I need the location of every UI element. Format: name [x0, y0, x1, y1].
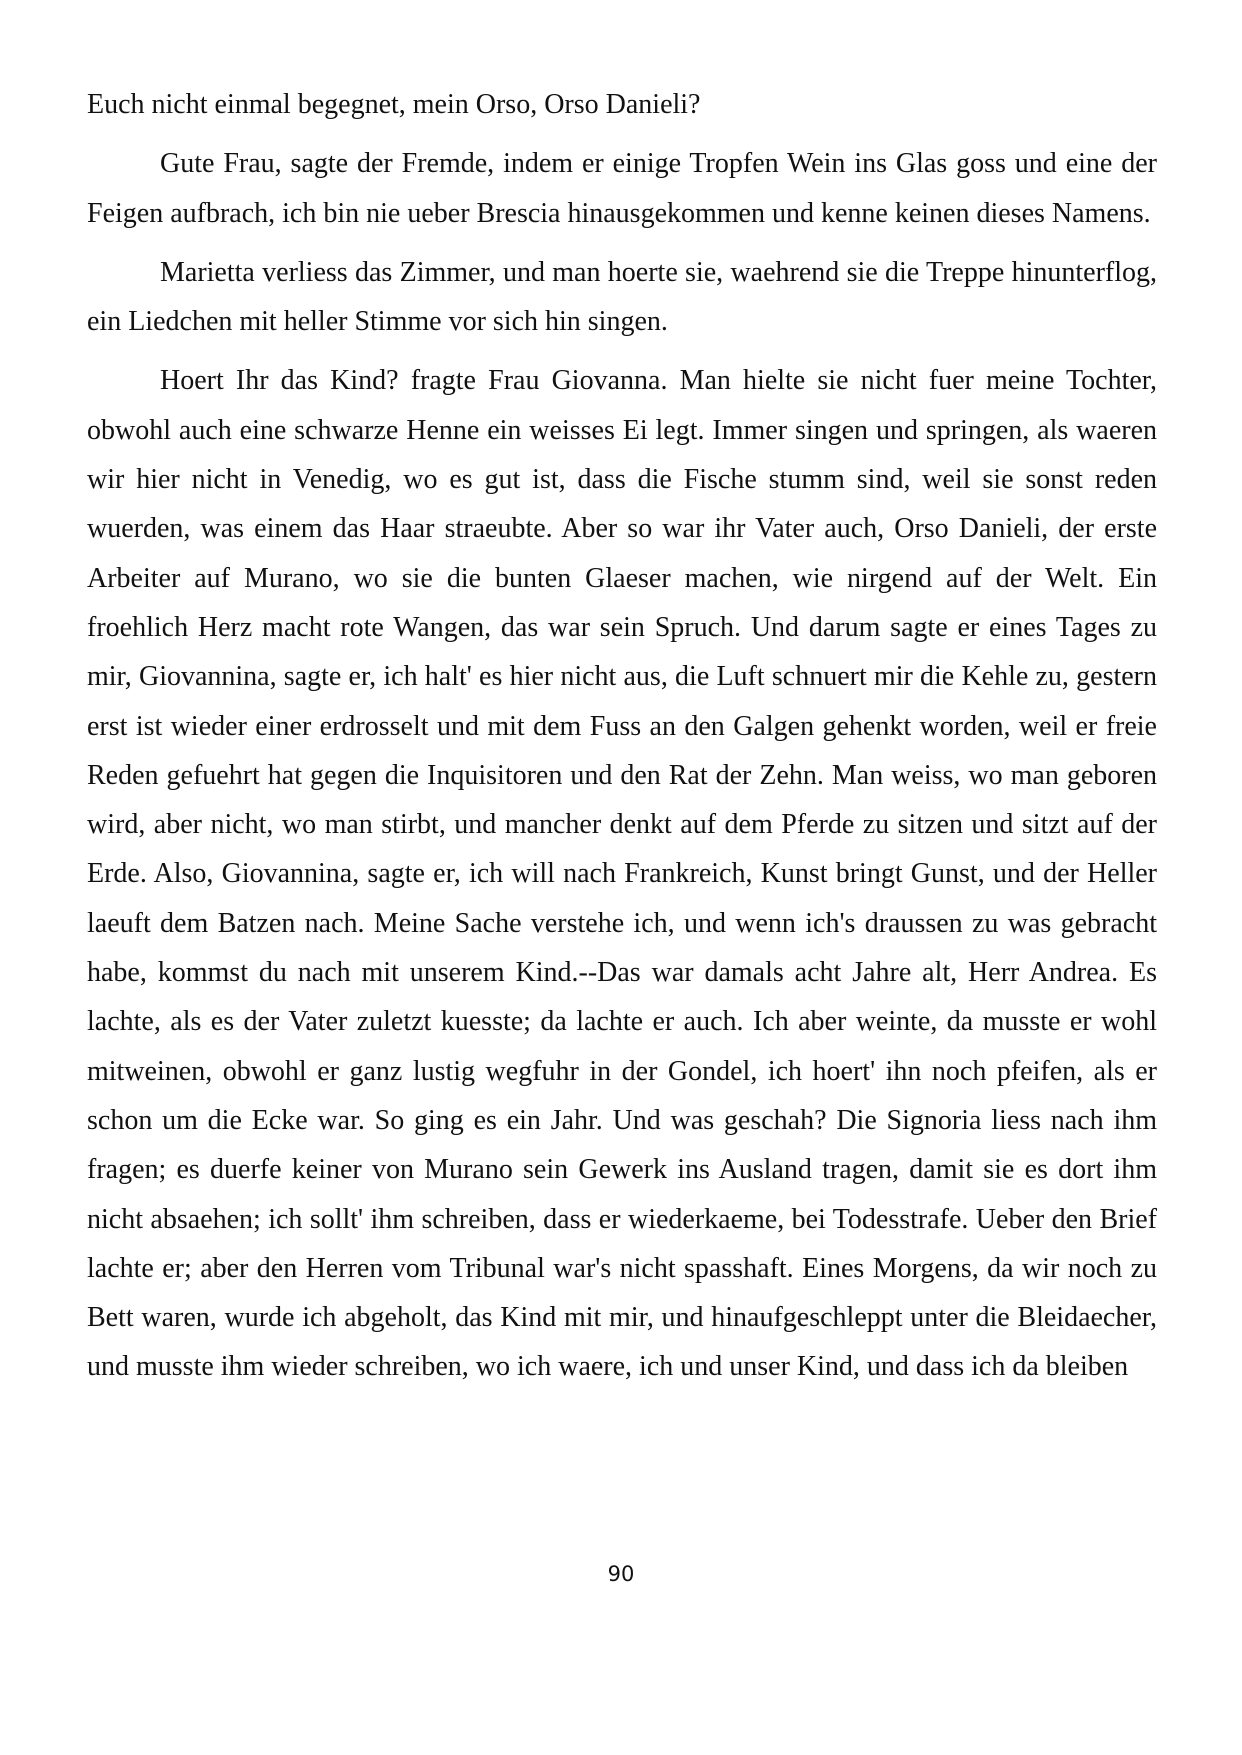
paragraph: Gute Frau, sagte der Fremde, indem er einige Tropfen Wein ins Glas goss und eine der Feigen aufbrach, ich bin nie ueber Brescia hinausgekommen und kenne keinen dieses Namens.	[87, 148, 1157, 229]
paragraph: Marietta verliess das Zimmer, und man hoerte sie, waehrend sie die Treppe hinunterflog, ein Liedchen mit heller Stimme vor sich hin singen.	[87, 256, 1157, 338]
paragraph-continued: Euch nicht einmal begegnet, mein Orso, Orso Danieli?	[87, 89, 701, 120]
page-number: 90	[607, 1562, 635, 1586]
body-text	[87, 80, 1157, 1402]
paragraph: Hoert Ihr das Kind? fragte Frau Giovanna. Man hielte sie nicht fuer meine Tochter, obwohl auch eine schwarze Henne ein weisses Ei legt. Immer singen und springen, als waeren wir hier nicht in Venedig, wo es gut ist, dass die Fische stumm sind, weil sie sonst reden wuerden, was einem das Haar straeubte. Aber so war ihr Vater auch, Orso Danieli, der erste Arbeiter auf Murano, wo sie die bunten Glaeser machen, wie nirgend auf der Welt. Ein froehlich Herz macht rote Wangen, das war sein Spruch. Und darum sagte er eines Tages zu mir, Giovannina, sagte er, ich halt' es hier nicht aus, die Luft schnuert mir die Kehle zu, gestern erst ist wieder einer erdrosselt und mit dem Fuss an den Galgen gehenkt worden, weil er freie Reden gefuehrt hat gegen die Inquisitoren und den Rat der Zehn. Man weiss, wo man geboren wird, aber nicht, wo man stirbt, und mancher denkt auf dem Pferde zu sitzen und sitzt auf der Erde. Also, Giovannina, sagte er, ich will nach Frankreich, Kunst bringt Gunst, und der Heller laeuft dem Batzen nach. Meine Sache verstehe ich, und wenn ich's draussen zu was gebracht habe, kommst du nach mit unserem Kind.--Das war damals acht Jahre alt, Herr Andrea. Es lachte, als es der Vater zuletzt kuesste; da lachte er auch. Ich aber weinte, da musste er wohl mitweinen, obwohl er ganz lustig wegfuhr in der Gondel, ich hoert' ihn noch pfeifen, als er schon um die Ecke war. So ging es ein Jahr. Und was geschah? Die Signoria liess nach ihm fragen; es duerfe keiner von Murano sein Gewerk ins Ausland tragen, damit sie es dort ihm nicht absaehen; ich sollt' ihm schreiben, dass er wiederkaeme, bei Todesstrafe. Ueber den Brief lachte er; aber den Herren vom Tribunal war's nicht spasshaft. Eines Morgens, da wir noch zu Bett waren, wurde ich abgeholt, das Kind mit mir, und hinaufgeschleppt unter die Bleidaecher, und musste ihm wieder schreiben, wo ich waere, ich und unser Kind, und dass ich da bleiben	[87, 365, 1157, 1383]
